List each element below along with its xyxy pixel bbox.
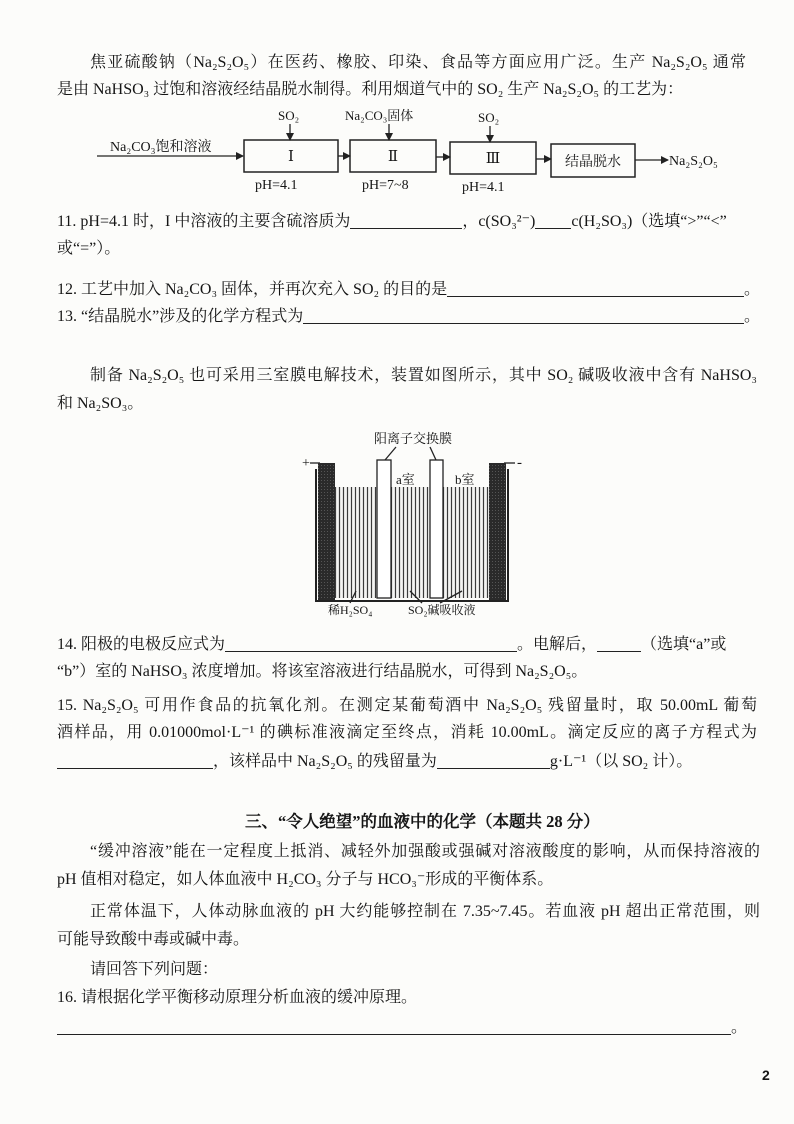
- electrolyte-solution: [335, 487, 489, 598]
- section-3-paragraph-1-line-1: “缓冲溶液”能在一定程度上抵消、减轻外加强酸或强碱对溶液酸度的影响，从而保持溶液的: [90, 843, 760, 860]
- question-14-text-3: （选填“a”或: [641, 636, 727, 653]
- chamber-a-label: a室: [396, 472, 415, 487]
- step-3-ph: pH=4.1: [462, 180, 505, 195]
- question-11-text-2: ，c(SO₃²⁻): [462, 213, 536, 230]
- answer-blank: [57, 752, 213, 769]
- question-15-line-2: 酒样品，用 0.01000mol·L⁻¹ 的碘标准液滴定至终点，消耗 10.00mL。滴定反应的离子方程式为: [57, 724, 757, 741]
- question-15-text-a: ，该样品中 Na₂S₂O₅ 的残留量为: [213, 753, 437, 770]
- step-3-label: Ⅲ: [485, 151, 501, 167]
- question-13: [57, 307, 760, 327]
- absorbent-label: SO₂碱吸收液: [408, 603, 476, 617]
- electrolysis-intro-line-1: 制备 Na₂S₂O₅ 也可采用三室膜电解技术，装置如图所示，其中 SO₂ 碱吸收液中含有 NaHSO₃: [90, 367, 757, 384]
- question-14-text-2: 。电解后，: [517, 636, 598, 653]
- section-3-instruction: 请回答下列问题：: [90, 961, 219, 978]
- question-16-end: 。: [730, 1019, 747, 1036]
- cathode-electrode: [489, 463, 506, 600]
- step-1-input: SO₂: [278, 108, 300, 123]
- anode-sign: +: [302, 456, 310, 471]
- step-1-label: Ⅰ: [288, 149, 294, 165]
- question-13-end: 。: [743, 308, 760, 325]
- step-2-label: Ⅱ: [387, 149, 399, 165]
- question-13-text: 13. “结晶脱水”涉及的化学方程式为: [57, 308, 304, 325]
- question-12-end: 。: [743, 281, 760, 298]
- step-2-ph: pH=7~8: [362, 178, 409, 193]
- question-16: 16. 请根据化学平衡移动原理分析血液的缓冲原理。: [57, 989, 418, 1006]
- page-number: 2: [762, 1067, 770, 1083]
- question-14-line-2: “b”）室的 NaHSO₃ 浓度增加。将该室溶液进行结晶脱水，可得到 Na₂S₂O₅。: [57, 663, 588, 680]
- answer-blank: [57, 1018, 731, 1035]
- question-15-line-1: 15. Na₂S₂O₅ 可用作食品的抗氧化剂。在测定某葡萄酒中 Na₂S₂O₅ 残留量时，取 50.00mL 葡萄: [57, 697, 757, 714]
- question-11-line-2: 或“=”）。: [57, 240, 121, 257]
- chamber-b-label: b室: [455, 472, 475, 487]
- membrane-1: [377, 460, 391, 598]
- question-12: [57, 280, 760, 300]
- section-3-heading: 三、“令人绝望”的血液中的化学（本题共 28 分）: [245, 812, 600, 831]
- question-15-text-b: g·L⁻¹（以 SO₂ 计）。: [549, 753, 693, 770]
- question-11-text-1: 11. pH=4.1 时，I 中溶液的主要含硫溶质为: [57, 213, 351, 230]
- membrane-pointer-2: [430, 447, 436, 460]
- crystallization-label: 结晶脱水: [565, 155, 621, 170]
- question-12-text: 12. 工艺中加入 Na₂CO₃ 固体，并再次充入 SO₂ 的目的是: [57, 281, 448, 298]
- step-1-ph: pH=4.1: [255, 178, 298, 193]
- question-16-answer-line: [57, 1018, 747, 1038]
- question-15-line-3: [57, 752, 692, 772]
- process-flow-diagram: [0, 100, 794, 200]
- membrane-2: [430, 460, 443, 598]
- answer-blank: [447, 280, 744, 297]
- membrane-label: 阳离子交换膜: [373, 431, 453, 446]
- question-11-text-3: c(H₂SO₃)（选填“>”“<”: [571, 213, 727, 230]
- step-2-input: Na₂CO₃固体: [345, 108, 414, 123]
- answer-blank: [350, 212, 462, 229]
- question-14-text-1: 14. 阳极的电极反应式为: [57, 636, 226, 653]
- dilute-acid-label: 稀H₂SO₄: [328, 603, 373, 617]
- answer-blank: [597, 635, 641, 652]
- intro-line-1: 焦亚硫酸钠（Na₂S₂O₅）在医药、橡胶、印染、食品等方面应用广泛。生产 Na₂S₂O₅ 通常: [90, 54, 746, 71]
- answer-blank: [225, 635, 517, 652]
- answer-blank: [535, 212, 571, 229]
- answer-blank: [437, 752, 550, 769]
- question-11: [57, 212, 727, 232]
- section-3-paragraph-2-line-2: 可能导致酸中毒或碱中毒。: [57, 931, 250, 948]
- feed-label: Na₂CO₃饱和溶液: [110, 140, 212, 155]
- anode-electrode: [318, 463, 335, 600]
- question-14: [57, 635, 726, 655]
- intro-line-2: 是由 NaHSO₃ 过饱和溶液经结晶脱水制得。利用烟道气中的 SO₂ 生产 Na₂S₂O₅ 的工艺为：: [57, 81, 684, 98]
- electrolysis-intro-line-2: 和 Na₂SO₃。: [57, 395, 144, 412]
- step-3-input: SO₂: [478, 110, 500, 125]
- section-3-paragraph-2-line-1: 正常体温下，人体动脉血液的 pH 大约能够控制在 7.35~7.45。若血液 pH 超出正常范围，则: [90, 903, 760, 920]
- membrane-pointer-1: [385, 447, 396, 460]
- electrolysis-cell-diagram: [290, 425, 530, 620]
- section-3-paragraph-1-line-2: pH 值相对稳定，如人体血液中 H₂CO₃ 分子与 HCO₃⁻形成的平衡体系。: [57, 871, 554, 888]
- cathode-sign: -: [517, 455, 522, 471]
- product-label: Na₂S₂O₅: [669, 154, 718, 169]
- answer-blank: [303, 307, 744, 324]
